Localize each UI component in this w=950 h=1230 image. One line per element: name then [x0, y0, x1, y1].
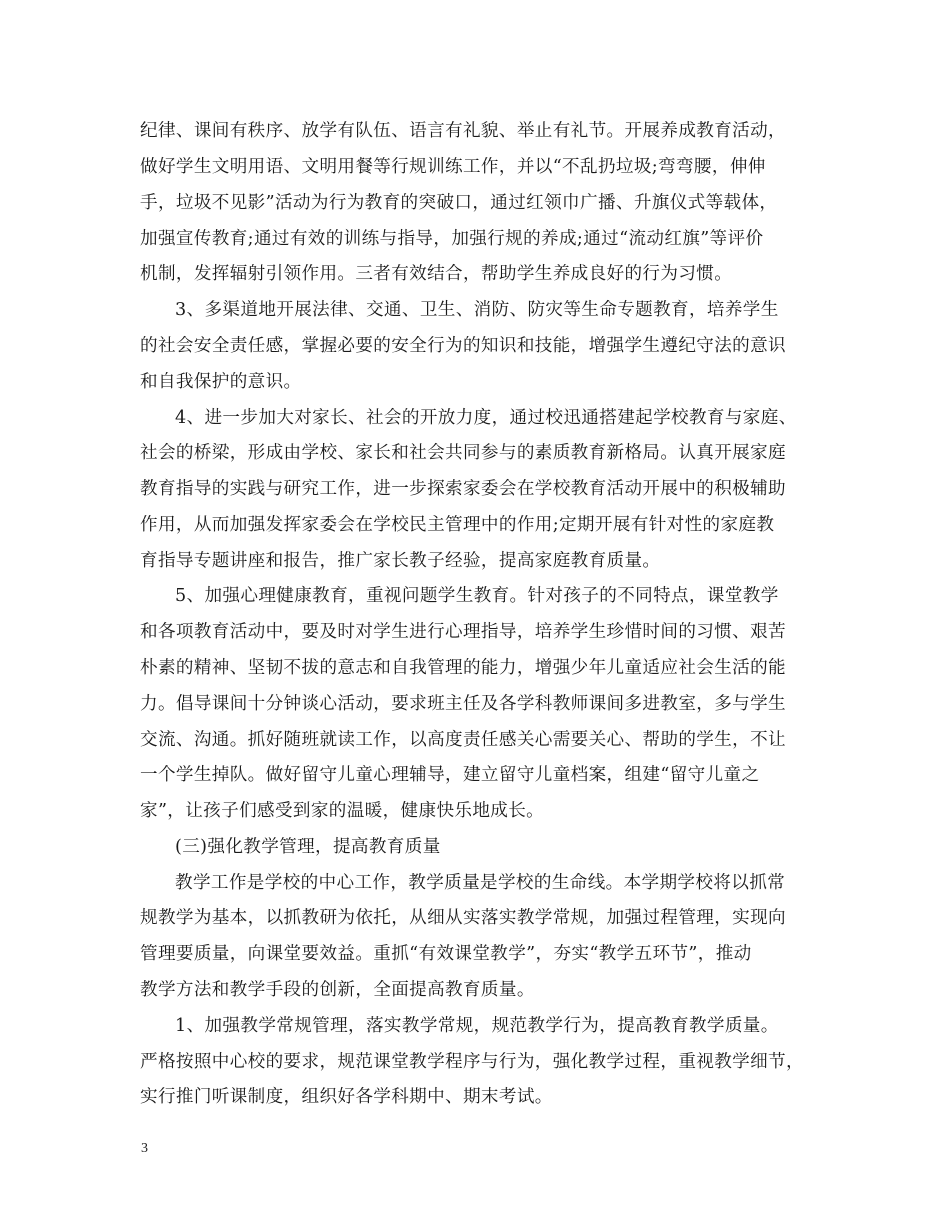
- paragraph-start-line: 5、加强心理健康教育，重视问题学生教育。针对孩子的不同特点，课堂教学: [175, 586, 779, 606]
- section-heading: (三)强化教学管理，提高教育质量: [175, 837, 441, 857]
- text-line: 交流、沟通。抓好随班就读工作，以高度责任感关心需要关心、帮助的学生，不让: [140, 730, 786, 750]
- text-line: 教育指导的实践与研究工作，进一步探索家委会在学校教育活动开展中的积极辅助: [140, 479, 786, 499]
- paragraph-start-line: 3、多渠道地开展法律、交通、卫生、消防、防灾等生命专题教育，培养学生: [175, 300, 779, 320]
- text-line: 做好学生文明用语、文明用餐等行规训练工作，并以“不乱扔垃圾;弯弯腰，伸伸: [140, 157, 766, 177]
- page-number: 3: [141, 1141, 148, 1156]
- text-line: 和各项教育活动中，要及时对学生进行心理指导，培养学生珍惜时间的习惯、艰苦: [140, 622, 786, 642]
- text-line: 一个学生掉队。做好留守儿童心理辅导，建立留守儿童档案，组建“留守儿童之: [140, 765, 760, 785]
- text-line: 实行推门听课制度，组织好各学科期中、期末考试。: [140, 1087, 553, 1107]
- text-line: 严格按照中心校的要求，规范课堂教学程序与行为，强化教学过程，重视教学细节，: [140, 1052, 804, 1072]
- text-line: 和自我保护的意识。: [140, 372, 302, 392]
- text-line: 机制，发挥辐射引领作用。三者有效结合，帮助学生养成良好的行为习惯。: [140, 264, 733, 284]
- paragraph-start-line: 4、进一步加大对家长、社会的开放力度，通过校迅通搭建起学校教育与家庭、: [175, 408, 797, 428]
- text-line: 朴素的精神、坚韧不拔的意志和自我管理的能力，增强少年儿童适应社会生活的能: [140, 658, 786, 678]
- text-line: 纪律、课间有秩序、放学有队伍、语言有礼貌、举止有礼节。开展养成教育活动，: [140, 121, 786, 141]
- text-line: 规教学为基本，以抓教研为依托，从细从实落实教学常规，加强过程管理，实现向: [140, 908, 786, 928]
- text-line: 教学方法和教学手段的创新，全面提高教育质量。: [140, 980, 535, 1000]
- text-line: 管理要质量，向课堂要效益。重抓“有效课堂教学”，夯实“教学五环节”，推动: [140, 944, 752, 964]
- paragraph-start-line: 1、加强教学常规管理，落实教学常规，规范教学行为，提高教育教学质量。: [175, 1016, 779, 1036]
- paragraph-start-line: 教学工作是学校的中心工作，教学质量是学校的生命线。本学期学校将以抓常: [175, 873, 786, 893]
- text-line: 家”，让孩子们感受到家的温暖，健康快乐地成长。: [140, 801, 545, 821]
- text-line: 作用，从而加强发挥家委会在学校民主管理中的作用;定期开展有针对性的家庭教: [140, 515, 775, 535]
- text-line: 育指导专题讲座和报告，推广家长教子经验，提高家庭教育质量。: [140, 551, 661, 571]
- text-line: 加强宣传教育;通过有效的训练与指导，加强行规的养成;通过“流动红旗”等评价: [140, 229, 764, 249]
- text-line: 社会的桥梁，形成由学校、家长和社会共同参与的素质教育新格局。认真开展家庭: [140, 443, 786, 463]
- text-line: 手，垃圾不见影”活动为行为教育的突破口，通过红领巾广播、升旗仪式等载体，: [140, 193, 778, 213]
- text-line: 的社会安全责任感，掌握必要的安全行为的知识和技能，增强学生遵纪守法的意识: [140, 336, 786, 356]
- text-line: 力。倡导课间十分钟谈心活动，要求班主任及各学科教师课间多进教室，多与学生: [140, 694, 786, 714]
